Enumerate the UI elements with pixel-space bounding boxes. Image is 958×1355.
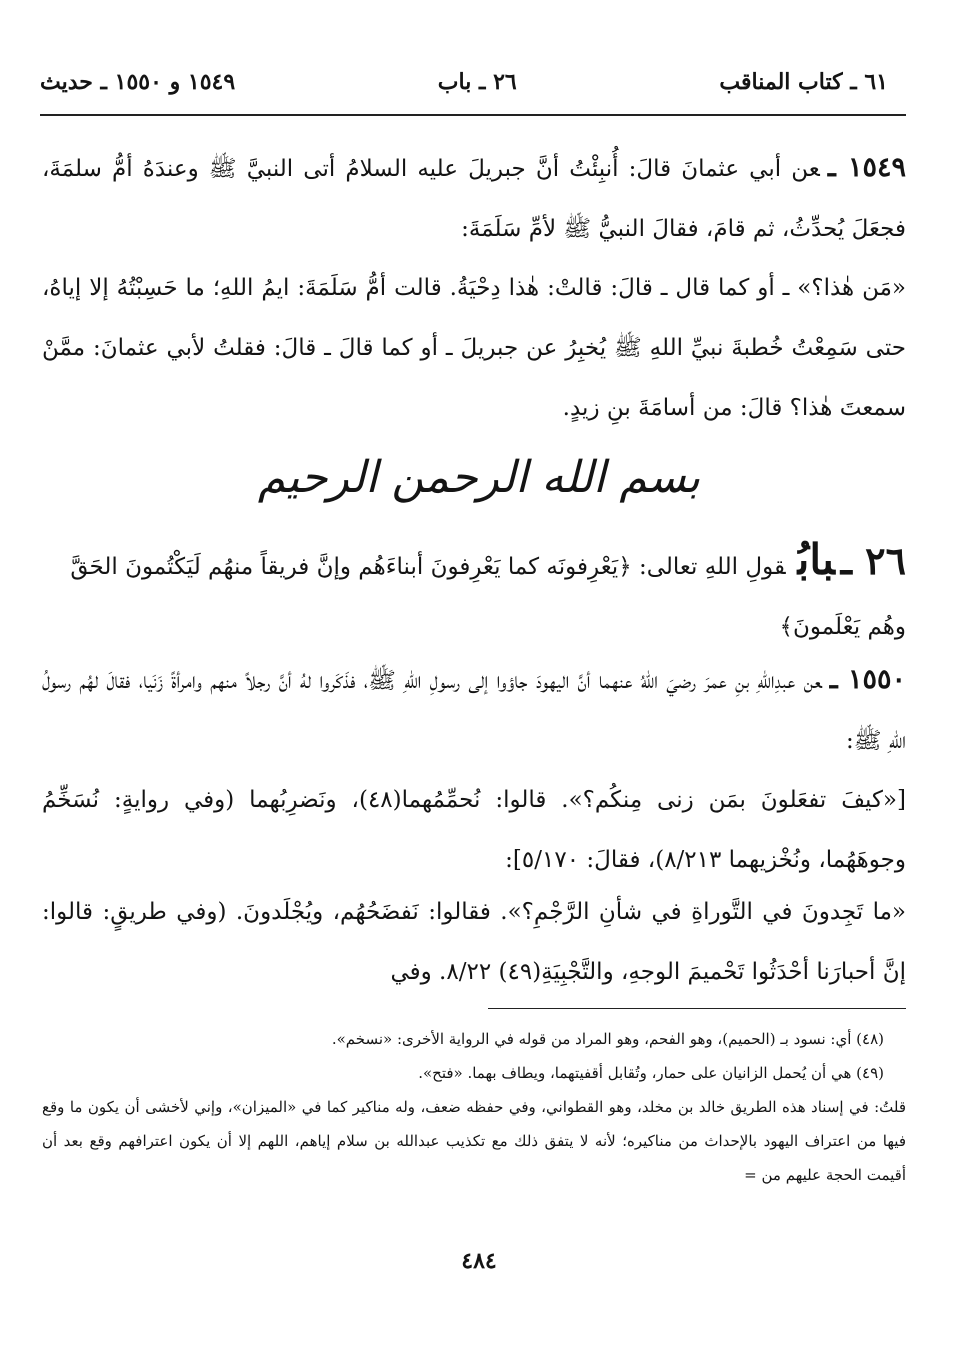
header-book-title: ٦١ ـ كتاب المناقب bbox=[719, 69, 888, 95]
hadith-1550-question bbox=[42, 770, 906, 890]
hadith-number: ١٥٥٠ ـ bbox=[829, 664, 906, 695]
hadith-text: «مَن هٰذا؟» ـ أو كما قال ـ قالَ: قالتْ: هٰذا دِحْيَةُ. قالت أمُّ سَلَمَةَ: ايمُ اللهِ؛ ما حَسِبْتُهُ إلا إياهُ، حتى سَمِعْتُ خُطبةَ نبيِّ اللهِ ﷺ يُخبِرُ عن جبريلَ ـ أو كما قالَ ـ قالَ: فقلتُ لأبي عثمانَ: ممَّنْ سمعتَ هٰذا؟ قالَ: من أسامَةَ بنِ زيدٍ. bbox=[42, 275, 906, 421]
footnote-divider bbox=[488, 1008, 906, 1009]
chapter-number: ٢٦ ـ bbox=[840, 538, 906, 583]
chapter-word: بابُ bbox=[797, 535, 835, 584]
hadith-text: عن أبي عثمانَ قالَ: أُنبِئْتُ أنَّ جبريلَ عليه السلامُ أتى النبيَّ ﷺ وعندَهُ أمُّ سلمَةَ، فجعَلَ يُحدِّثُ، ثم قامَ، فقالَ النبيُّ ﷺ لأمِّ سَلَمَةَ: bbox=[42, 156, 906, 242]
hadith-number: ١٥٤٩ ـ bbox=[827, 152, 906, 183]
hadith-1550-answer bbox=[42, 882, 906, 1002]
editor-comment: قلتُ: في إسناد هذه الطريق خالد بن مخلد، وهو القطواني، وفي حفظه ضعف، وله مناكير كما في «الميزان»، وإني لأخشى أن يكون ما وقع فيها من اعتراف اليهود بالإحداث من مناكيره؛ لأنه لا يتفق ذلك مع تكذيب عبدالله بن سلام إياهم، اللهم إلا أن يكون اعترافهم وقع بعد أن أقيمت الحجة عليهم من = bbox=[42, 1098, 906, 1184]
footnote-48: (٤٨) أي: نسود بـ (الحميم)، وهو الفحم، وهو المراد من قوله في الرواية الأخرى: «نسخم». bbox=[331, 1030, 884, 1048]
header-divider bbox=[40, 114, 906, 116]
header-hadith-range: ١٥٤٩ و ١٥٥٠ ـ حديث bbox=[40, 69, 236, 95]
hadith-text: عن عبدِاللهِ بنِ عمرَ رضيَ اللهُ عنهما أنَّ اليهودَ جاؤوا إلى رسولِ اللهِ ﷺ، فذَكَروا لهُ أنَّ رجلاً منهم وامرأةً زَنَيا، فقالَ لهُم رسولُ اللهِ ﷺ: bbox=[42, 668, 906, 754]
chapter-heading bbox=[42, 530, 906, 657]
hadith-text: «ما تَجِدونَ في التَّوراةِ في شأنِ الرَّجْمِ؟». فقالوا: نَفضَحُهُم، ويُجْلَدونَ. (وفي طريقٍ: قالوا: إنَّ أحبارَنا أحْدَثُوا تَحْميمَ الوجهِ، والتَّجْبِيَةِ(٤٩) ٨/٢٢. وفي bbox=[42, 899, 906, 985]
hadith-1549-intro bbox=[42, 138, 906, 259]
hadith-text: [«كيفَ تفعَلونَ بمَن زنى مِنكُم؟». قالوا: نُحمِّمُهما(٤٨)، ونَضرِبُهما (وفي روايةٍ: نُسَخِّمُ وجوهَهُما، ونُخْزيهما ٨/٢١٣)، فقالَ: ٥/١٧٠]: bbox=[42, 787, 906, 873]
header-chapter: ٢٦ ـ باب bbox=[437, 69, 517, 95]
footnotes bbox=[42, 1022, 906, 1192]
hadith-1549-body bbox=[42, 258, 906, 438]
footnote-49: (٤٩) هي أن يُحمل الزانيان على حمار، وتُقابل أقفيتهما، ويطاف بهما. «فتح». bbox=[418, 1064, 884, 1082]
bismillah-calligraphy: بسم الله الرحمن الرحيم bbox=[257, 452, 701, 503]
page-number: ٤٨٤ bbox=[461, 1248, 497, 1274]
hadith-1550-intro bbox=[42, 650, 906, 771]
chapter-title: قولِ اللهِ تعالى: ﴿يَعْرِفونَه كما يَعْرِفونَ أبناءَهُم وإنَّ فريقاً منهُم لَيَكْتُمونَ الحَقَّ وهُم يَعْلَمونَ﴾ bbox=[70, 554, 906, 640]
running-header bbox=[40, 62, 888, 102]
